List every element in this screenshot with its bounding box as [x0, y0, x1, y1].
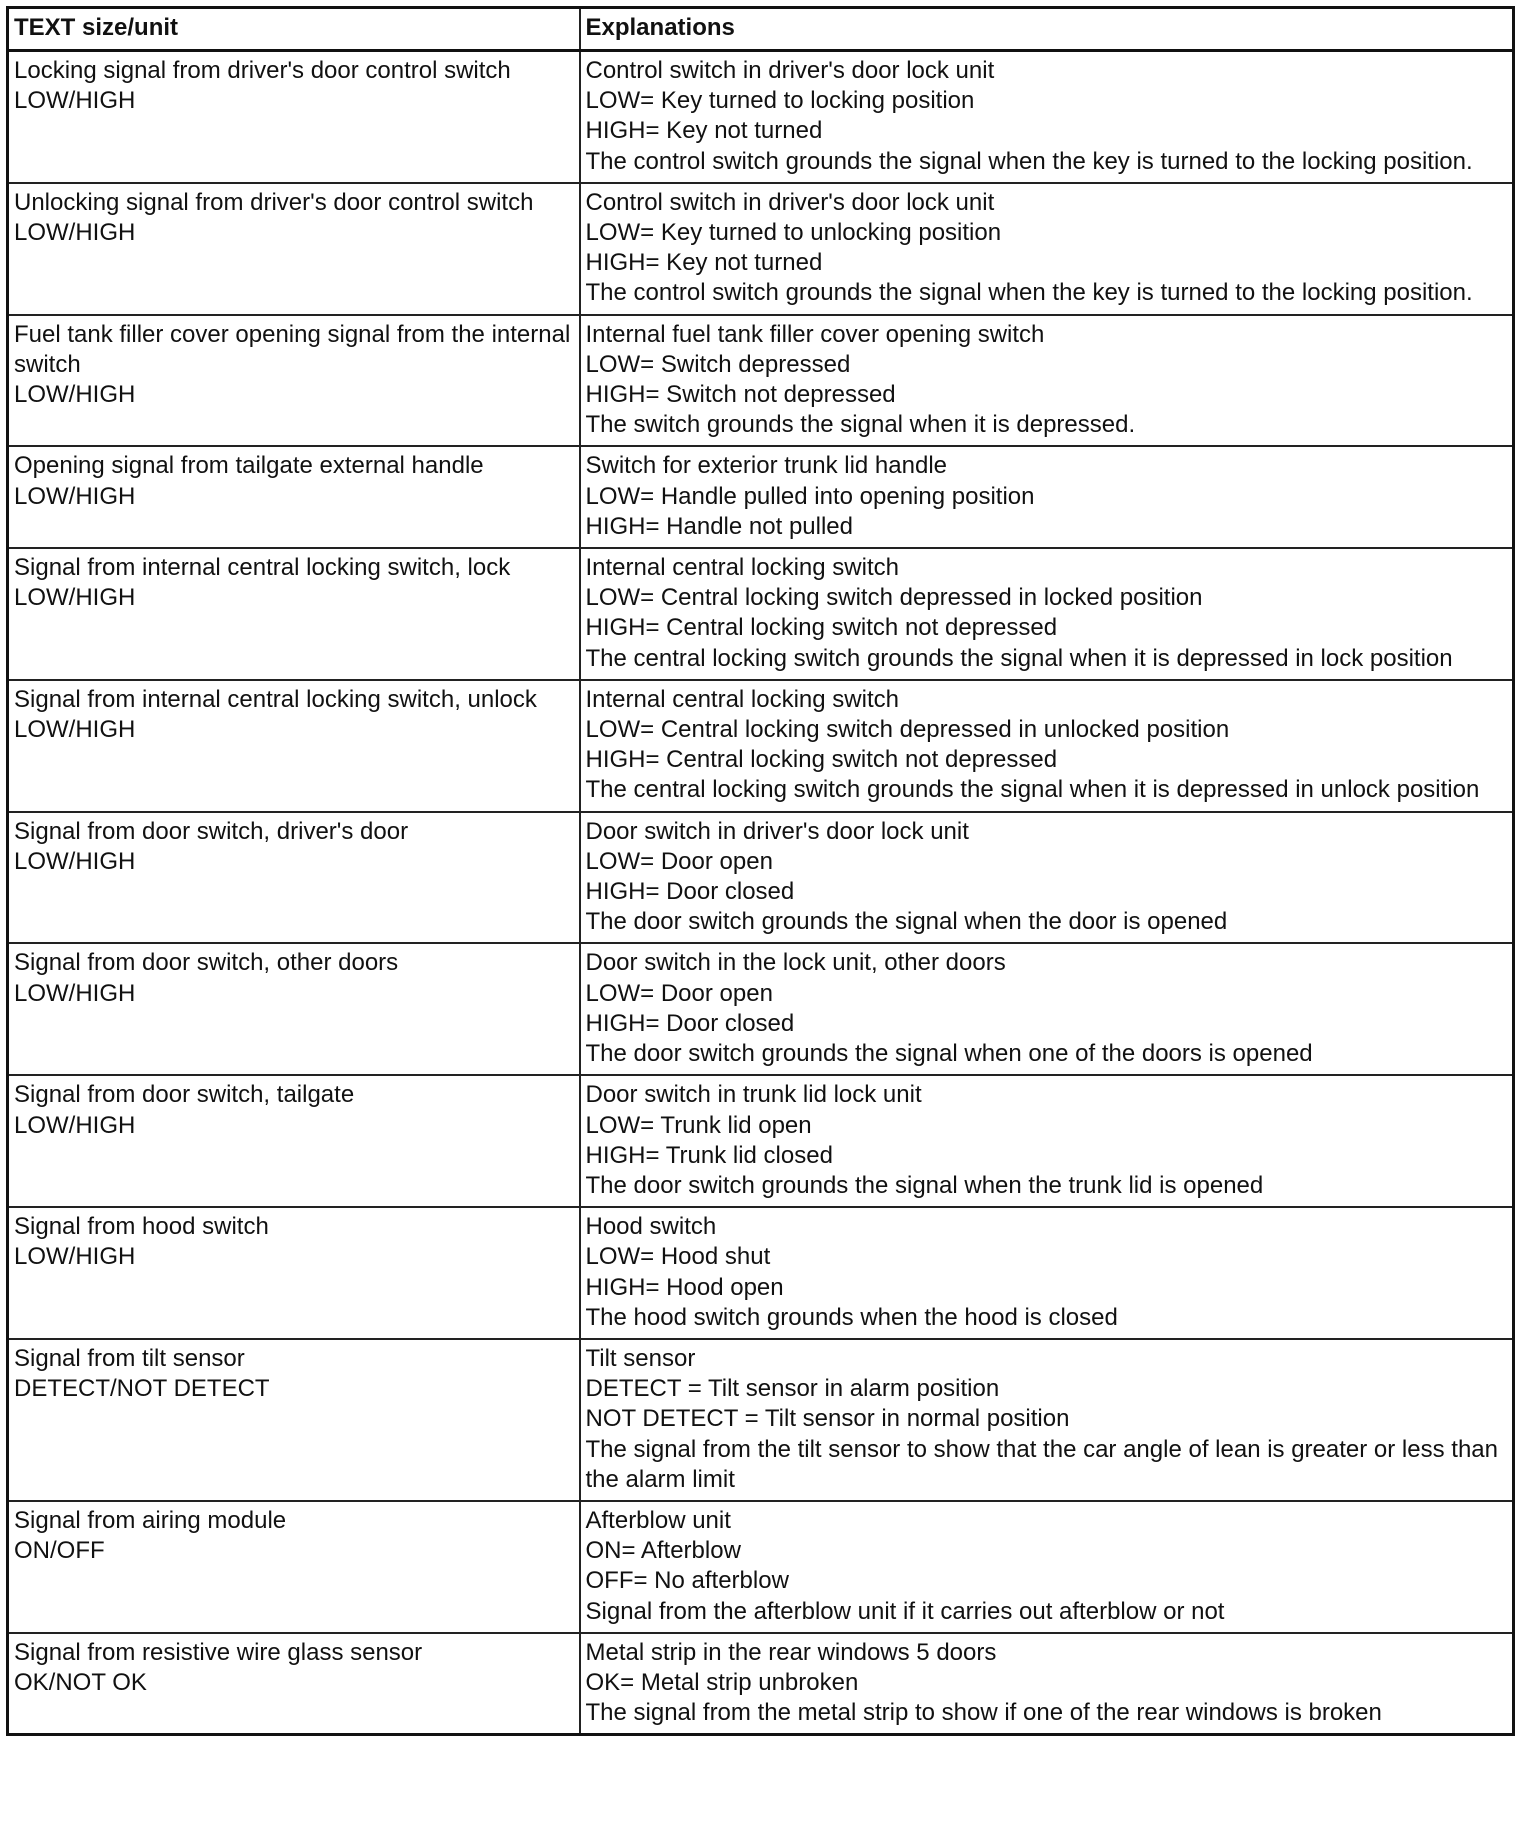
param-cell: [8, 315, 580, 447]
explanation-cell: [580, 943, 1514, 1075]
header-explanations: Explanations: [580, 8, 1514, 51]
explanation-cell: [580, 446, 1514, 548]
signal-name: Signal from door switch, driver's door: [14, 817, 409, 845]
explanation-line: Signal from the afterblow unit if it carries out afterblow or not: [585, 1597, 1225, 1625]
explanation-line: LOW= Trunk lid open: [585, 1111, 812, 1139]
explanation-line: LOW= Door open: [585, 979, 773, 1007]
explanation-cell: [580, 1501, 1514, 1633]
explanation-line: DETECT = Tilt sensor in alarm position: [585, 1375, 1000, 1403]
explanation-cell: [580, 1339, 1514, 1501]
explanation-line: Hood switch: [585, 1213, 717, 1241]
explanation-line: Internal fuel tank filler cover opening switch: [585, 320, 1045, 348]
explanation-line: ON= Afterblow: [585, 1537, 741, 1565]
explanation-line: HIGH= Door closed: [585, 1009, 795, 1037]
explanation-line: The signal from the metal strip to show if one of the rear windows is broken: [585, 1699, 1382, 1727]
signal-name: Signal from internal central locking switch, lock: [14, 554, 511, 582]
explanation-line: The control switch grounds the signal when the key is turned to the locking position.: [585, 279, 1473, 307]
table-row: [8, 315, 1514, 447]
explanation-line: Door switch in the lock unit, other doors: [585, 949, 1006, 977]
param-cell: [8, 1075, 580, 1207]
explanation-line: HIGH= Hood open: [585, 1273, 784, 1301]
param-cell: [8, 1633, 580, 1735]
signal-unit: OK/NOT OK: [14, 1668, 147, 1696]
signal-unit: LOW/HIGH: [14, 219, 136, 247]
signal-unit: LOW/HIGH: [14, 87, 136, 115]
explanation-cell: [580, 1207, 1514, 1339]
explanation-line: HIGH= Central locking switch not depressed: [585, 614, 1058, 642]
param-cell: [8, 548, 580, 680]
signal-unit: LOW/HIGH: [14, 979, 136, 1007]
explanation-line: The door switch grounds the signal when one of the doors is opened: [585, 1040, 1313, 1068]
table-body: [8, 51, 1514, 1735]
header-row: [8, 8, 1514, 51]
explanation-cell: [580, 548, 1514, 680]
signal-unit: LOW/HIGH: [14, 1243, 136, 1271]
signal-name: Signal from door switch, tailgate: [14, 1081, 355, 1109]
explanation-line: HIGH= Trunk lid closed: [585, 1141, 833, 1169]
signal-table-container: [6, 6, 1512, 1736]
table-row: [8, 51, 1514, 183]
explanation-line: The central locking switch grounds the signal when it is depressed in unlock position: [585, 776, 1480, 804]
signal-unit: DETECT/NOT DETECT: [14, 1375, 270, 1403]
explanation-line: Metal strip in the rear windows 5 doors: [585, 1638, 997, 1666]
explanation-line: Tilt sensor: [585, 1344, 696, 1372]
table-row: [8, 680, 1514, 812]
explanation-cell: [580, 51, 1514, 183]
header-text-size-unit: TEXT size/unit: [8, 8, 580, 51]
explanation-line: HIGH= Key not turned: [585, 249, 823, 277]
explanation-cell: [580, 1633, 1514, 1735]
explanation-line: LOW= Central locking switch depressed in unlocked position: [585, 716, 1230, 744]
param-cell: [8, 680, 580, 812]
signal-unit: LOW/HIGH: [14, 381, 136, 409]
table-row: [8, 548, 1514, 680]
signal-name: Signal from hood switch: [14, 1213, 269, 1241]
explanation-line: NOT DETECT = Tilt sensor in normal position: [585, 1405, 1070, 1433]
explanation-line: OFF= No afterblow: [585, 1567, 789, 1595]
explanation-line: Door switch in trunk lid lock unit: [585, 1081, 922, 1109]
explanation-line: The hood switch grounds when the hood is closed: [585, 1303, 1118, 1331]
table-row: [8, 1075, 1514, 1207]
explanation-line: Switch for exterior trunk lid handle: [585, 452, 947, 480]
explanation-line: The signal from the tilt sensor to show that the car angle of lean is greater or less than the alarm limit: [585, 1435, 1498, 1493]
explanation-line: LOW= Central locking switch depressed in locked position: [585, 584, 1203, 612]
explanation-line: LOW= Switch depressed: [585, 350, 851, 378]
explanation-line: HIGH= Central locking switch not depressed: [585, 746, 1058, 774]
param-cell: [8, 1501, 580, 1633]
param-cell: [8, 183, 580, 315]
table-row: [8, 1339, 1514, 1501]
signal-unit: LOW/HIGH: [14, 482, 136, 510]
signal-name: Signal from tilt sensor: [14, 1344, 245, 1372]
explanation-line: LOW= Door open: [585, 847, 773, 875]
explanation-line: HIGH= Door closed: [585, 878, 795, 906]
explanation-cell: [580, 315, 1514, 447]
explanation-line: Door switch in driver's door lock unit: [585, 817, 969, 845]
explanation-line: LOW= Handle pulled into opening position: [585, 482, 1035, 510]
table-row: [8, 446, 1514, 548]
explanation-line: LOW= Key turned to unlocking position: [585, 219, 1002, 247]
explanation-cell: [580, 1075, 1514, 1207]
signal-name: Opening signal from tailgate external handle: [14, 452, 484, 480]
signal-name: Locking signal from driver's door control switch: [14, 57, 511, 84]
explanation-line: The door switch grounds the signal when the door is opened: [585, 908, 1228, 936]
param-cell: [8, 51, 580, 183]
explanation-cell: [580, 183, 1514, 315]
explanation-line: The switch grounds the signal when it is depressed.: [585, 411, 1136, 439]
table-row: [8, 812, 1514, 944]
table-row: [8, 1207, 1514, 1339]
param-cell: [8, 446, 580, 548]
table-row: [8, 1633, 1514, 1735]
table-row: [8, 943, 1514, 1075]
explanation-line: HIGH= Handle not pulled: [585, 512, 853, 540]
explanation-line: HIGH= Switch not depressed: [585, 381, 896, 409]
explanation-line: Control switch in driver's door lock unit: [585, 57, 995, 84]
explanation-line: LOW= Hood shut: [585, 1243, 771, 1271]
explanation-line: OK= Metal strip unbroken: [585, 1668, 859, 1696]
signal-unit: LOW/HIGH: [14, 584, 136, 612]
explanation-line: The door switch grounds the signal when the trunk lid is opened: [585, 1171, 1264, 1199]
signal-unit: ON/OFF: [14, 1537, 105, 1565]
explanation-line: The control switch grounds the signal when the key is turned to the locking position.: [585, 147, 1473, 175]
signal-unit: LOW/HIGH: [14, 847, 136, 875]
signal-unit: LOW/HIGH: [14, 716, 136, 744]
explanation-line: The central locking switch grounds the signal when it is depressed in lock position: [585, 644, 1453, 672]
explanation-line: Internal central locking switch: [585, 685, 899, 713]
signal-name: Fuel tank filler cover opening signal from the internal switch: [14, 320, 571, 378]
param-cell: [8, 943, 580, 1075]
explanation-line: HIGH= Key not turned: [585, 117, 823, 145]
table-row: [8, 1501, 1514, 1633]
signal-table: [6, 6, 1515, 1736]
param-cell: [8, 1207, 580, 1339]
param-cell: [8, 1339, 580, 1501]
explanation-line: LOW= Key turned to locking position: [585, 87, 975, 115]
signal-unit: LOW/HIGH: [14, 1111, 136, 1139]
explanation-line: Control switch in driver's door lock unit: [585, 188, 995, 216]
signal-name: Signal from internal central locking switch, unlock: [14, 685, 537, 713]
explanation-cell: [580, 812, 1514, 944]
signal-name: Signal from resistive wire glass sensor: [14, 1638, 423, 1666]
explanation-line: Afterblow unit: [585, 1506, 731, 1534]
param-cell: [8, 812, 580, 944]
explanation-cell: [580, 680, 1514, 812]
signal-name: Signal from door switch, other doors: [14, 949, 399, 977]
signal-name: Unlocking signal from driver's door control switch: [14, 188, 534, 216]
signal-name: Signal from airing module: [14, 1506, 287, 1534]
explanation-line: Internal central locking switch: [585, 554, 899, 582]
table-row: [8, 183, 1514, 315]
